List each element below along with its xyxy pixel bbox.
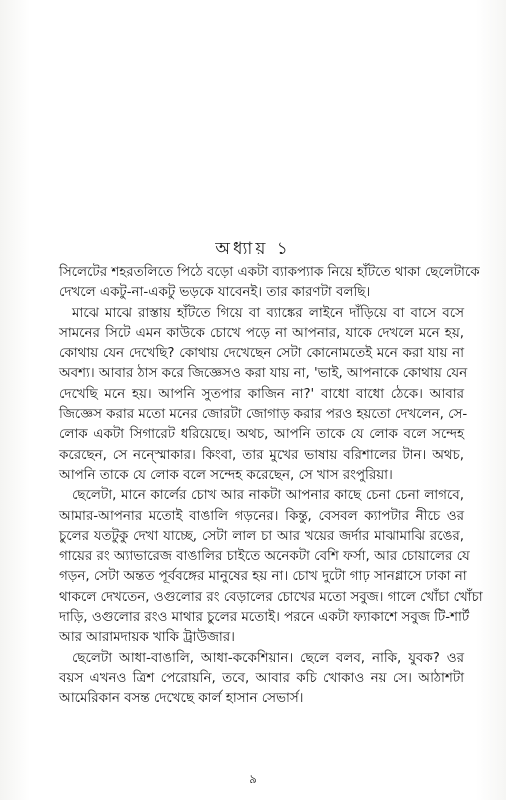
text-line: আমার-আপনার মতোই বাঙালি গড়নের। কিন্তু, বেসবল ক্যাপটার নীচে ওর: [59, 508, 464, 524]
chapter-body: [59, 263, 483, 710]
text-line: মাঝে মাঝে রাস্তায় হাঁটতে গিয়ে বা ব্যাঙ্কের লাইনে দাঁড়িয়ে বা বাসে বসে: [72, 305, 464, 321]
text-line: আমেরিকান বসন্ত দেখেছে কার্ল হাসান সেভার্স।: [59, 691, 304, 707]
text-line: করেছেন, সে নন্স্মোকার। কিংবা, তার মুখের ভাষায় বরিশালের টান। অথচ,: [59, 447, 464, 463]
page-number: ৯: [249, 772, 257, 786]
text-line: দেখেছি মনে হয়। আপনি সুতপার কাজিন না?' বাধো বাধো ঠেকে। আবার: [59, 386, 464, 402]
text-line: দাড়ি, ওগুলোর রংও মাথার চুলের মতোই। পরনে একটা ফ্যাকাশে সবুজ টি-শার্ট: [59, 610, 470, 626]
chapter-heading: অধ্যায় ১: [215, 239, 291, 259]
text-line: লোক একটা সিগারেট ধরিয়েছে। অথচ, আপনি তাকে যে লোক বলে সন্দেহ: [59, 427, 464, 443]
text-line: ছেলেটা আধা-বাঙালি, আধা-ককেশিয়ান। ছেলে বলব, নাকি, যুবক? ওর: [72, 650, 464, 666]
text-line: দেখলে একটু-না-একটু ভড়কে যাবেনই। তার কারণটা বলছি।: [59, 285, 371, 301]
text-line: সামনের সিটে এমন কাউকে চোখে পড়ে না আপনার, যাকে দেখলে মনে হয়,: [59, 325, 464, 341]
text-line: আর আরামদায়ক খাকি ট্রাউজার।: [59, 630, 235, 646]
text-line: চুলের যতটুকু দেখা যাচ্ছে, সেটা লাল চা আর খয়ের জর্দার মাঝামাঝি রঙের,: [59, 528, 464, 544]
text-line: জিজ্ঞেস করার মতো মনের জোরটা জোগাড় করার পরও হয়তো দেখলেন, সে-: [59, 407, 468, 423]
text-line: কোথায় যেন দেখেছি? কোথায় দেখেছেন সেটা কোনোমতেই মনে করা যায় না: [59, 346, 464, 362]
text-line: বয়স এখনও ত্রিশ পেরোয়নি, তবে, আবার কচি খোকাও নয় সে। আঠাশটা: [59, 670, 464, 686]
text-line: গড়ন, সেটা অন্তত পূর্ববঙ্গের মানুষের হয় না। চোখ দুটো গাঢ় সানগ্লাসে ঢাকা না: [59, 569, 467, 585]
text-line: অবশ্য। আবার ঠাস করে জিজ্ঞেসও করা যায় না, 'ভাই, আপনাকে কোথায় যেন: [59, 366, 468, 382]
text-line: থাকলে দেখতেন, ওগুলোর রং বেড়ালের চোখের মতো সবুজ। গালে খোঁচা খোঁচা: [59, 589, 483, 605]
text-line: আপনি তাকে যে লোক বলে সন্দেহ করেছেন, সে খাস রংপুরিয়া।: [59, 467, 393, 483]
text-line: ছেলেটা, মানে কার্লের চোখ আর নাকটা আপনার কাছে চেনা চেনা লাগবে,: [72, 488, 464, 504]
text-line: গায়ের রং অ্যাভারেজ বাঙালির চাইতে অনেকটা বেশি ফর্সা, আর চোয়ালের যে: [59, 549, 470, 565]
text-line: সিলেটের শহরতলিতে পিঠে বড়ো একটা ব্যাকপ্যাক নিয়ে হাঁটতে থাকা ছেলেটাকে: [59, 265, 480, 280]
